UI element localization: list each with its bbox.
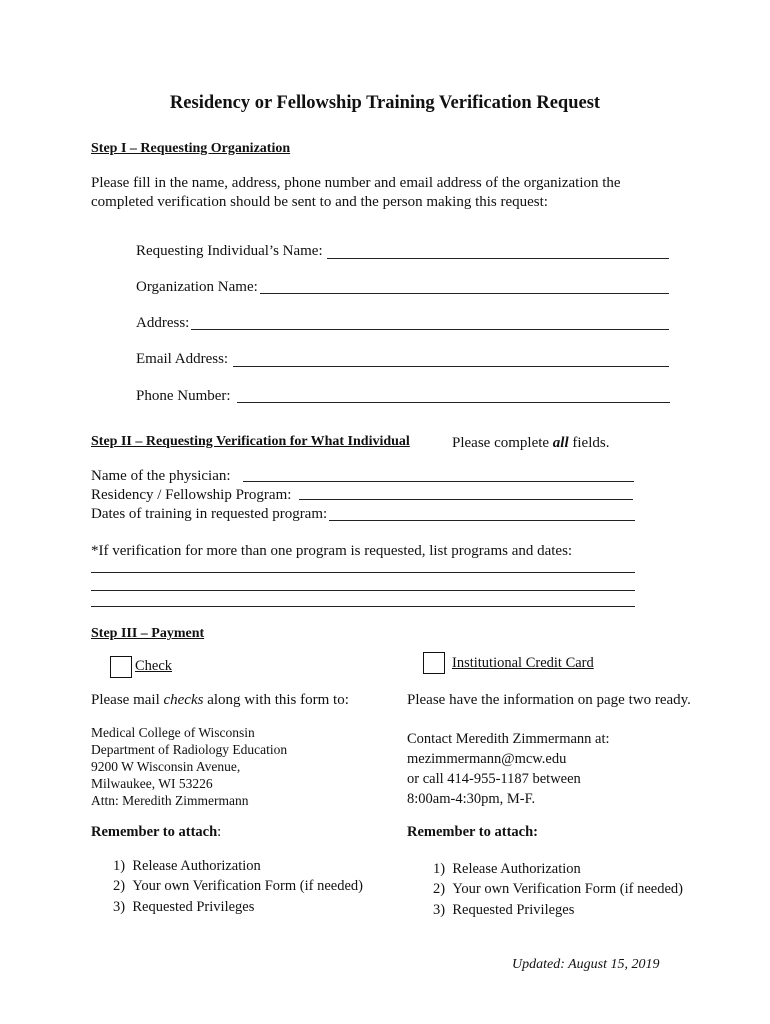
list-number: 2) bbox=[113, 878, 126, 894]
contact-line: 8:00am-4:30pm, M-F. bbox=[407, 791, 536, 807]
check-remember-label: Remember to attach bbox=[91, 824, 218, 840]
card-attach-item bbox=[433, 881, 683, 898]
mailing-address bbox=[91, 724, 287, 809]
input-programs-line-3[interactable] bbox=[91, 606, 635, 607]
label-organization-name: Organization Name: bbox=[136, 279, 258, 295]
check-instr-emphasis: checks bbox=[163, 692, 204, 708]
check-label: Check bbox=[135, 658, 173, 674]
address-line: 9200 W Wisconsin Avenue, bbox=[91, 759, 241, 774]
input-organization-name[interactable] bbox=[260, 293, 669, 294]
page-title: Residency or Fellowship Training Verification Request bbox=[169, 93, 601, 113]
step2-heading: Step II – Requesting Verification for What Individual bbox=[91, 434, 410, 449]
check-attach-item bbox=[113, 858, 261, 875]
list-number: 2) bbox=[433, 881, 446, 897]
address-line: Attn: Meredith Zimmermann bbox=[91, 793, 249, 808]
input-requesting-individual[interactable] bbox=[327, 258, 669, 259]
credit-card-checkbox[interactable] bbox=[423, 652, 445, 674]
list-number: 1) bbox=[113, 858, 126, 874]
step3-heading: Step III – Payment bbox=[91, 626, 205, 641]
check-checkbox[interactable] bbox=[110, 656, 132, 678]
credit-card-label: Institutional Credit Card bbox=[452, 655, 594, 671]
check-remember-colon: : bbox=[217, 824, 222, 840]
list-text: Your own Verification Form (if needed) bbox=[452, 881, 683, 897]
label-email-address: Email Address: bbox=[136, 351, 229, 367]
label-physician-name: Name of the physician: bbox=[91, 468, 231, 484]
address-line: Department of Radiology Education bbox=[91, 742, 288, 757]
list-number: 1) bbox=[433, 861, 446, 877]
check-attach-item bbox=[113, 899, 254, 916]
label-requesting-individual: Requesting Individual’s Name: bbox=[136, 243, 323, 259]
list-text: Release Authorization bbox=[452, 861, 581, 877]
check-remember bbox=[91, 824, 221, 841]
check-instr-prefix: Please mail bbox=[91, 692, 164, 708]
contact-line: or call 414-955-1187 between bbox=[407, 771, 581, 787]
step1-intro-line1: Please fill in the name, address, phone number and email address of the organization the bbox=[91, 175, 621, 191]
card-remember-label: Remember to attach: bbox=[407, 824, 538, 840]
step2-note-suffix: fields. bbox=[568, 435, 610, 451]
step2-note-prefix: Please complete bbox=[452, 435, 553, 451]
list-text: Your own Verification Form (if needed) bbox=[132, 878, 363, 894]
list-text: Requested Privileges bbox=[452, 902, 575, 918]
input-phone-number[interactable] bbox=[237, 402, 670, 403]
input-email-address[interactable] bbox=[233, 366, 669, 367]
card-contact bbox=[407, 729, 610, 809]
card-attach-item bbox=[433, 902, 574, 919]
input-programs-line-2[interactable] bbox=[91, 590, 635, 591]
list-text: Release Authorization bbox=[132, 858, 261, 874]
label-phone-number: Phone Number: bbox=[136, 388, 231, 404]
updated-date: Updated: August 15, 2019 bbox=[512, 957, 660, 972]
multi-program-note: *If verification for more than one program is requested, list programs and dates: bbox=[91, 543, 573, 559]
step1-heading: Step I – Requesting Organization bbox=[91, 141, 291, 156]
input-program[interactable] bbox=[299, 499, 633, 500]
card-instructions: Please have the information on page two ready. bbox=[407, 692, 691, 708]
list-number: 3) bbox=[113, 899, 126, 915]
address-line: Milwaukee, WI 53226 bbox=[91, 776, 213, 791]
contact-email: mezimmermann@mcw.edu bbox=[407, 751, 567, 767]
step2-note bbox=[452, 433, 609, 453]
label-program: Residency / Fellowship Program: bbox=[91, 487, 292, 503]
input-address[interactable] bbox=[191, 329, 669, 330]
input-programs-line-1[interactable] bbox=[91, 572, 635, 573]
check-instr-suffix: along with this form to: bbox=[203, 692, 349, 708]
input-training-dates[interactable] bbox=[329, 520, 635, 521]
step1-intro-line2: completed verification should be sent to and the person making this request: bbox=[91, 194, 548, 210]
address-line: Medical College of Wisconsin bbox=[91, 725, 255, 740]
label-training-dates: Dates of training in requested program: bbox=[91, 506, 328, 522]
check-attach-item bbox=[113, 878, 363, 895]
check-instructions bbox=[91, 690, 349, 710]
step2-note-emphasis: all bbox=[552, 435, 569, 451]
input-physician-name[interactable] bbox=[243, 481, 634, 482]
contact-line: Contact Meredith Zimmermann at: bbox=[407, 731, 610, 747]
label-address: Address: bbox=[136, 315, 190, 331]
card-attach-item bbox=[433, 861, 581, 878]
list-number: 3) bbox=[433, 902, 446, 918]
list-text: Requested Privileges bbox=[132, 899, 255, 915]
